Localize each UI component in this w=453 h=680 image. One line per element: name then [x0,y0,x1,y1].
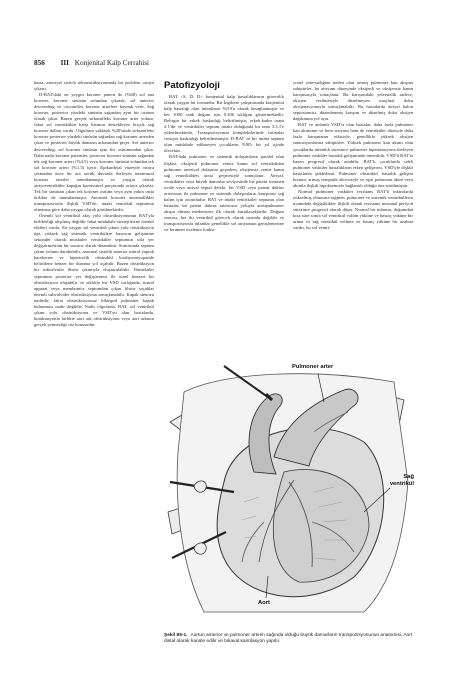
label-right-ventricle: Sağ ventrikül [389,474,414,487]
section-heading: Patofizyoloji [164,80,220,91]
label-pulmonary-artery: Pulmoner arter [292,364,334,370]
running-header [34,57,424,69]
chapter-title: Konjenital Kalp Cerrahisi [74,59,150,67]
text-column-left [34,80,154,658]
body-paragraph: Önemli sol ventrikül akış yolu obstrüksiyonunun BAT'yla birlikteliği alışılmış değildir fakat müdahale stratejilerine önemli etkileri vardır. En yaygın sol ventrikül çıkım yolu obstrüksiyon tipi, yüksek sağ sistemik ventrikülere basıncın gelişimine sekonder olarak muskuler ventriküler septumun sola yer değiştirmesinin bir sonucu olarak dinamiktir. Sonrasında septum çıkım yolunu daraltabilir, anormal sistolik anterior mitral yaprak hareketine ve hipertrofik obstruktif kardiyomiyopatide belirtilene benzer bir duruma yol açabilir. Bazen obstrüksiyon bir subvalvuler fibröz çıkıntıyla oluşturulabilir. Ventriküler septumun posterior yer değiştirmesi ile tünel benzeri bir obstrüksiyon oluşabilir ve sıklıkla bir VSD varlığında, mitral apparat veya membranöz septumdan çıkan fibröz saçaklar önemli subvalvüler obstrüksiyona sonuçlanabilir. Kapak stenozu nadirdir, fakat obstrüksiyonsuz biküspid pulmoner kapak bulunması nadir değildir. Nadir olgularda, BAT, sol ventrikül çıkım yolu obstrüksiyonu ve VSD'yu olan hastalarda, koarktasyonla birlikte aort ark obstrüksiyonu veya aort arkının gerçek yetmezliği söz konusudur. [34,213,154,327]
caption-number: Şekil 85-1. [164,633,188,638]
body-paragraph: BAT <S, D, D> konjenital kalp hastalıklarının görecelik olarak yaygın bir formudur. Bir İngiltere çalışmasında konjenital kalp hastalığı olan infantların %9.9'u olarak hesaplanmıştır ve her 1000 canlı doğum için 0.206 sıklığını göstermektedir. Belirgin bir erkek baskınlığı belirtilmiştir, erkek:kadın oranı 2:1'dir ve ventriküler septum intakt olduğunda bu oran 3.3:1'e yükselmektedir. Transpozisyonun komplekslerinde fırtınalar cinsiyet baskınlığı belirtilmemiştir. D-BAT ve bir intakt septum olan müdahale edilmeyen çocukların %90'ı bir yıl içinde ölecektir. [164,94,284,154]
surgical-illustration [164,362,414,624]
body-paragraph: BAT ve anlamlı VSD'si olan hastalar, daha fazla pulmoner kan akımının ve hem atriyum hem de ventriküler düzeyde daha fazla karışmanın etkisiyle, genellikle yüksek oksijen saturasyonlarına sahiptirler. Yüksek pulmoner kan akımı olan çocuklarda infantlık süresince pulmoner hipertansiyona ilerleyen pulmoner vasküler hastalık gelişiminde önemlidir. VSD'li BAT'ta bazen progresif olarak artabilir. BAT'lı çocuklarda ciddi pulmoner vasküler hastalıkların erken gelişmesi, VSD'yle ilişkili hastalarda şiddetlenir. Pulmoner obstrüktif hastalık gelişim hızının, artmış sempatik aktiviteyle ve aşırı pulmoner akım veya akımla ilişkili hipoksemiyle bağlantılı olduğu öne sürülmüştür. [293,122,413,188]
text-column-middle [164,80,284,325]
body-paragraph: BAT'daki pulmoner ve sistemik dolaşımların paralel olan ilişkisi, oksijenli pulmoner venöz kanın sol ventrikülden pulmoner arteriyal dolaşıma geçerken, oksijensiz venöz kanın sağ ventrikülden aorta geçmesiyle sonuçlanır. Atriyal, ventriküler veya büyük damarlar seviyesinde bir patent foramen ovale veya atriyal septal defekt, bir VSD veya patent duktus arteriosus ile pulmoner ve sistemik dolaşımların karışması sağ kalım için zorunludur. BAT ve intakt ventriküler septumu olan hastalar, bir patent duktus arteriosus yoluyla aortapulmoner akışın olması medeniyete ilk olarak kurtulacaklardır. Doğum sonrası, her iki ventrikül göreceli olarak uyumlu değildir ve transpozisyonlu infantlar genellikle sol atriyumun genişlemesine ve foramen ovalenin fonksi- [164,154,284,233]
body-paragraph: yonel yetersizliğine neden olan artmış pulmoner kan akışına sahiptirler, bu atriyum düzeyinde oksijenli ve oksijensiz kanın karışmasıyla sonuçlanır. Bu karışımdaki yetersizlik sadece, oksijen verilmesiyle düzelmeyen marjinal doku oksijenasyonuyla sonuçlanabilir. Bu hastalarda atriyal balon septostomisi, düzenlenmiş karışım ve düzelmiş doku oksijen dağılımına yol açar. [293,80,413,122]
page-number: 856 [34,59,45,67]
figure-caption [164,633,414,646]
body-paragraph: Normal pulmoner vasküler rezistans BAT'lı infantlarda yükselmiş olmasına rağmen, pulmoner ve sistemik ventriküllerin uyumdaki değişiklikler ilişkili olarak rezistans neonatal periyod süresince progresif olarak düşer. Normal bir infantta, doğumdan kısa süre sonra sol ventrikül volüm yüküne ve basınç yüküne bir artma ve sağ ventrikül volüme ve basınç yüküne bir azalma vardır, bu sol ventri- [293,188,413,231]
caption-text: Aortun anterior ve pulmoner arterin sağında olduğu büyük damarların transpozisyonunun anatomisi. Aort distal olarak kanüle edilir ve bikaval kanülasyon yapılır. [164,633,413,645]
body-paragraph: hasta, arteriyal switch rekonstrüksiyonunda bir problem ortaya çıkarır. [34,80,154,92]
chapter-roman: III [60,59,69,67]
figure-transposition-anatomy [164,362,414,624]
body-paragraph: D-BAT'daki en yaygın koroner patern de (%68) sol ana koroner, koroner sinüsün solundan çıkarak, sol anterior descending ve circumflex koroner arterlere kaynak verir. Sağ koroner, posterior yüzdeki sinüsün sağından aynı bir ostium olarak çıkar. Bazen gerçek sirkumfleks koroner arter yoktur, fakat sol ventrikülün karşı kısmını destekleyen birçok sağ koroner dalları vardır. Olguların yaklaşık %20'sinde sirkumfleks koroner posterior yüzdeki sinüsün sağından sağ koroner arterden çıkar ve posterior büyük damarın arkasından geçer. Sol anterior descending, sol koroner sinüsün aynı bir ostiumundan çıkar. Daha nadir koroner paternler, posterior koroner sinüsün sağından tek sağ koroner arteri (%4.5) veya koroner sinüsün solundan tek sol koroner arteri (%1.5) içerir. Epikardiyal yüzeyde ortaya çıkmadan önce bir ara aortik duvarda ilerleyen intramural koroner arterler tanımlanmıştır ve yaygın olarak atriyoventriküler kapağın komissürel parçasında ortaya çıkarlar. Tek bir sinüstan çıkan tek koroner ostium veya aynı yakın ostia birlikte de tanımlanmıştır. Anormal koroner anormallikler transpozisyonla ilişkili VSD'de, intakt ventrikül septumun olmasına göre daha yaygın olarak görülmektedir. [34,92,154,212]
label-aorta: Aort [258,600,270,606]
